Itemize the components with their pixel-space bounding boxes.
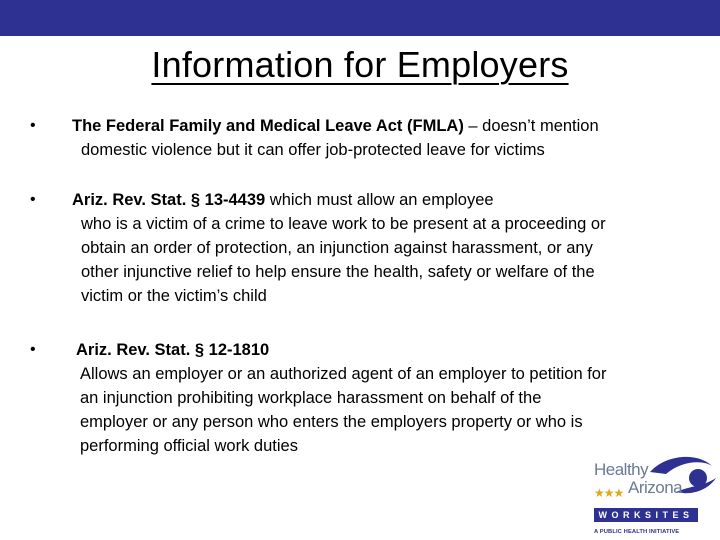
bullet-1-line-2: domestic violence but it can offer job-protected leave for victims — [81, 141, 545, 159]
bullet-marker-3: • — [30, 341, 36, 358]
logo-word-healthy: Healthy — [594, 460, 649, 479]
top-banner — [0, 0, 720, 36]
bullet-item-1 — [72, 114, 599, 162]
bullet-item-3 — [76, 338, 606, 458]
bullet-3-line-1 — [76, 338, 606, 362]
bullet-3-heading: Ariz. Rev. Stat. § 12-1810 — [76, 341, 270, 359]
bullet-3-line-3: an injunction prohibiting workplace harassment on behalf of the — [80, 389, 542, 407]
bullet-2-line-3: obtain an order of protection, an injunction against harassment, or any — [81, 239, 593, 257]
bullet-2-line-4: other injunctive relief to help ensure the health, safety or welfare of the — [81, 263, 595, 281]
bullet-item-2 — [72, 188, 606, 308]
bullet-1-heading: The Federal Family and Medical Leave Act (FMLA) — [72, 117, 464, 135]
slide-title: Information for Employers — [151, 44, 569, 85]
bullet-2-line-5: victim or the victim’s child — [81, 287, 267, 305]
bullet-marker-2: • — [30, 191, 36, 208]
bullet-2-line-2: who is a victim of a crime to leave work to be present at a proceeding or — [81, 215, 606, 233]
healthy-arizona-worksites-logo — [590, 448, 720, 540]
stars-icon: ★★★ — [594, 486, 624, 500]
bullet-3-line-2: Allows an employer or an authorized agent of an employer to petition for — [80, 365, 607, 383]
bullet-marker-1: • — [30, 117, 36, 134]
logo-tagline: A PUBLIC HEALTH INITIATIVE — [594, 529, 680, 535]
logo-word-arizona: Arizona — [628, 478, 683, 497]
bullet-1-line-1: The Federal Family and Medical Leave Act (FMLA) – doesn’t mention — [72, 117, 599, 135]
bullet-2-heading: Ariz. Rev. Stat. § 13-4439 — [72, 191, 266, 209]
bullet-3-line-5: performing official work duties — [80, 437, 298, 455]
bullet-3-line-4: employer or any person who enters the employers property or who is — [80, 413, 583, 431]
logo-worksites-band: WORKSITES — [594, 508, 698, 522]
bullet-2-line-1: Ariz. Rev. Stat. § 13-4439 which must allow an employee — [72, 191, 494, 209]
